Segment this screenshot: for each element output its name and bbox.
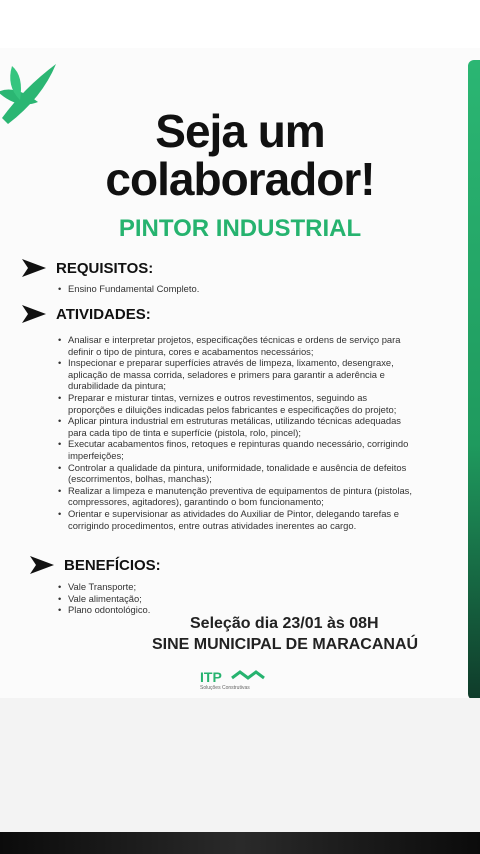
requirements-title: REQUISITOS: [56, 259, 154, 277]
requirements-header [22, 259, 153, 277]
benefits-header [30, 556, 161, 574]
list-item: • Realizar a limpeza e manutenção preventiva de equipamentos de pintura (pistolas, compressores, agitadores), garantindo o bom funcionamento; [58, 485, 416, 508]
activities-header [22, 305, 151, 323]
poster-title-line2: colaborador! [105, 153, 375, 205]
activities-title: ATIVIDADES: [56, 305, 151, 323]
list-item: • Aplicar pintura industrial em estruturas metálicas, utilizando técnicas adequadas para cada tipo de tinta e superfície (pistola, rolo, pincel); [58, 415, 416, 438]
logo-tagline: Soluções Construtivas [200, 685, 250, 690]
itp-logo-icon [200, 668, 280, 690]
list-item: • Executar acabamentos finos, retoques e repinturas quando necessário, corrigindo imperfeições; [58, 438, 416, 461]
list-item: • Ensino Fundamental Completo. [58, 283, 199, 295]
bottom-bar [0, 832, 480, 854]
logo-mark: ITP [200, 669, 222, 685]
top-blank-area [0, 0, 480, 30]
job-role: PINTOR INDUSTRIAL [118, 215, 362, 242]
benefits-title: BENEFÍCIOS: [64, 556, 161, 574]
selection-place: SINE MUNICIPAL DE MARACANAÚ [152, 636, 419, 653]
list-item: • Controlar a qualidade da pintura, uniformidade, tonalidade e ausência de defeitos (escorrimentos, bolhas, manchas); [58, 462, 416, 485]
list-item: • Plano odontológico. [58, 604, 150, 616]
poster-title-line1: Seja um [155, 105, 325, 157]
list-item: • Preparar e misturar tintas, vernizes e outros revestimentos, seguindo as proporções e diluições indicadas pelos fabricantes e especificações do projeto; [58, 392, 416, 415]
arrow-right-icon [22, 305, 46, 323]
arrow-right-icon [22, 259, 46, 277]
requirements-list [58, 283, 199, 295]
benefits-list [58, 581, 150, 616]
list-item: • Vale Transporte; [58, 581, 150, 593]
list-item: • Inspecionar e preparar superfícies através de limpeza, lixamento, desengraxe, aplicação de massa corrida, seladores e primers para garantir a aderência e durabilidade da pintura; [58, 357, 416, 392]
list-item: • Vale alimentação; [58, 593, 150, 605]
itp-logo [200, 668, 280, 690]
below-poster-area [0, 698, 480, 838]
activities-list [58, 334, 416, 531]
list-item: • Analisar e interpretar projetos, especificações técnicas e ordens de serviço para definir o tipo de pintura, cores e acabamentos necessários; [58, 334, 416, 357]
job-poster [0, 48, 480, 698]
selection-date: Seleção dia 23/01 às 08H [190, 615, 379, 632]
list-item: • Orientar e supervisionar as atividades do Auxiliar de Pintor, delegando tarefas e corrigindo procedimentos, entre outras atividades inerentes ao cargo. [58, 508, 416, 531]
arrow-right-icon [30, 556, 54, 574]
